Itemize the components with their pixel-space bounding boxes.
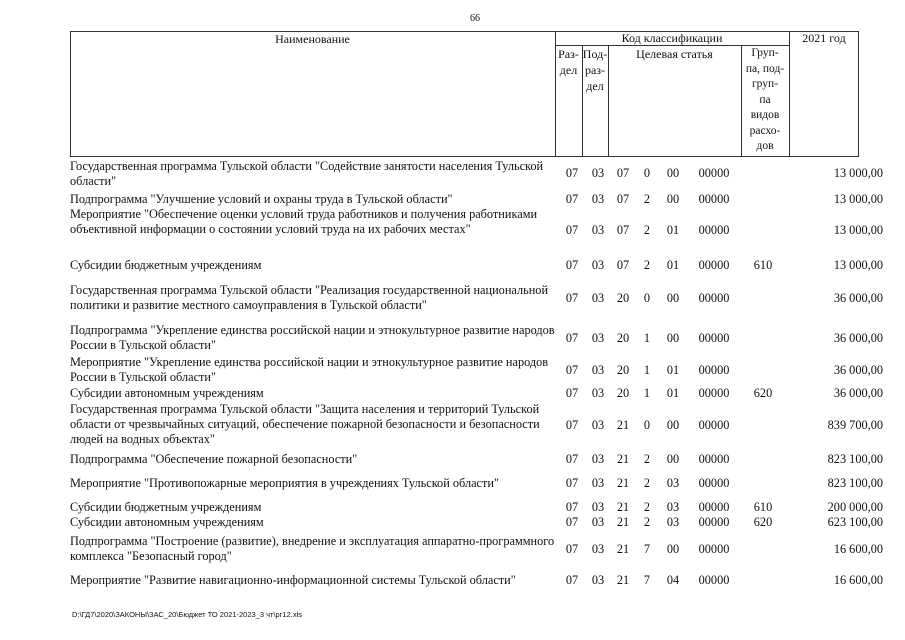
row-code-cs3: 01 — [666, 258, 680, 272]
row-code-vr: 620 — [753, 386, 773, 400]
row-code-cs1: 07 — [616, 223, 630, 237]
row-code-cs2: 1 — [643, 363, 651, 377]
row-code-cs1: 21 — [616, 452, 630, 466]
row-name: Мероприятие "Противопожарные мероприятия в учреждениях Тульской области" — [70, 476, 499, 490]
row-name: Подпрограмма "Улучшение условий и охраны труда в Тульской области" — [70, 192, 453, 206]
row-code-rz: 07 — [565, 515, 579, 529]
page-number: 66 — [470, 13, 480, 24]
row-name: Государственная программа Тульской области "Содействие занятости населения Тульской области" — [70, 159, 544, 188]
row-code-rz: 07 — [565, 452, 579, 466]
row-code-cs1: 21 — [616, 573, 630, 587]
row-code-cs4: 00000 — [698, 573, 730, 587]
row-code-cs3: 00 — [666, 192, 680, 206]
row-amount: 200 000,00 — [827, 500, 883, 514]
row-code-cs4: 00000 — [698, 291, 730, 305]
row-code-cs4: 00000 — [698, 476, 730, 490]
row-amount: 36 000,00 — [833, 331, 883, 345]
row-code-rz: 07 — [565, 291, 579, 305]
row-code-cs2: 1 — [643, 386, 651, 400]
row-amount: 16 600,00 — [833, 542, 883, 556]
row-code-cs2: 2 — [643, 258, 651, 272]
row-name: Государственная программа Тульской области "Защита населения и территорий Тульской области от чрезвычайных ситуаций, обеспечение пожарной безопасности и безопасности людей на водных объектах" — [70, 402, 540, 446]
row-amount: 13 000,00 — [833, 166, 883, 180]
row-code-cs4: 00000 — [698, 363, 730, 377]
row-code-cs3: 01 — [666, 386, 680, 400]
row-name: Подпрограмма "Укрепление единства российской нации и этнокультурное развитие народов России в Тульской области" — [70, 323, 555, 352]
row-code-cs3: 00 — [666, 291, 680, 305]
row-code-rz: 07 — [565, 542, 579, 556]
row-code-rz: 07 — [565, 331, 579, 345]
row-code-cs4: 00000 — [698, 258, 730, 272]
row-code-cs2: 2 — [643, 192, 651, 206]
row-code-pr: 03 — [591, 573, 605, 587]
header-code: Код классификации — [621, 31, 723, 45]
row-amount: 823 100,00 — [827, 452, 883, 466]
row-code-cs2: 0 — [643, 166, 651, 180]
row-code-cs1: 21 — [616, 515, 630, 529]
row-code-cs3: 00 — [666, 418, 680, 432]
row-code-cs2: 0 — [643, 418, 651, 432]
row-code-rz: 07 — [565, 500, 579, 514]
row-code-rz: 07 — [565, 418, 579, 432]
row-name: Субсидии бюджетным учреждениям — [70, 500, 262, 514]
row-name: Субсидии бюджетным учреждениям — [70, 258, 262, 272]
row-code-cs3: 00 — [666, 542, 680, 556]
row-code-cs1: 20 — [616, 386, 630, 400]
row-name: Подпрограмма "Построение (развитие), внедрение и эксплуатация аппаратно-программного комплекса "Безопасный город" — [70, 534, 555, 563]
row-code-cs1: 20 — [616, 363, 630, 377]
header-podrazdel: Под- раз- дел — [582, 47, 608, 93]
row-code-cs2: 2 — [643, 515, 651, 529]
row-code-cs4: 00000 — [698, 515, 730, 529]
row-code-pr: 03 — [591, 418, 605, 432]
row-amount: 823 100,00 — [827, 476, 883, 490]
row-code-rz: 07 — [565, 166, 579, 180]
row-code-cs4: 00000 — [698, 386, 730, 400]
row-amount: 13 000,00 — [833, 192, 883, 206]
row-name: Мероприятие "Укрепление единства российской нации и этнокультурное развитие народов России в Тульской области" — [70, 355, 549, 384]
row-amount: 839 700,00 — [827, 418, 883, 432]
row-code-cs4: 00000 — [698, 418, 730, 432]
row-code-cs1: 07 — [616, 166, 630, 180]
row-name: Мероприятие "Развитие навигационно-информационной системы Тульской области" — [70, 573, 516, 587]
row-code-cs2: 7 — [643, 573, 651, 587]
header-name: Наименование — [275, 32, 350, 46]
row-code-pr: 03 — [591, 386, 605, 400]
row-code-pr: 03 — [591, 542, 605, 556]
row-code-cs2: 1 — [643, 331, 651, 345]
row-code-cs2: 2 — [643, 452, 651, 466]
row-code-rz: 07 — [565, 223, 579, 237]
row-amount: 16 600,00 — [833, 573, 883, 587]
row-code-cs3: 00 — [666, 166, 680, 180]
row-amount: 36 000,00 — [833, 386, 883, 400]
row-code-pr: 03 — [591, 166, 605, 180]
row-code-cs2: 0 — [643, 291, 651, 305]
row-code-cs2: 2 — [643, 500, 651, 514]
row-name: Субсидии автономным учреждениям — [70, 515, 264, 529]
row-code-cs1: 21 — [616, 476, 630, 490]
row-amount: 36 000,00 — [833, 291, 883, 305]
row-amount: 13 000,00 — [833, 258, 883, 272]
row-code-cs4: 00000 — [698, 542, 730, 556]
row-amount: 36 000,00 — [833, 363, 883, 377]
row-code-rz: 07 — [565, 363, 579, 377]
row-code-rz: 07 — [565, 386, 579, 400]
row-code-pr: 03 — [591, 500, 605, 514]
row-code-cs3: 00 — [666, 331, 680, 345]
row-amount: 623 100,00 — [827, 515, 883, 529]
row-code-rz: 07 — [565, 476, 579, 490]
row-code-cs3: 03 — [666, 476, 680, 490]
row-code-cs3: 03 — [666, 500, 680, 514]
row-code-rz: 07 — [565, 192, 579, 206]
row-code-cs1: 20 — [616, 331, 630, 345]
row-code-cs3: 04 — [666, 573, 680, 587]
header-razdel: Раз- дел — [558, 47, 579, 77]
row-code-cs1: 07 — [616, 192, 630, 206]
file-path: D:\ГД7\2020\ЗАКОНЫ\ЗАС_20\Бюджет ТО 2021-2023_3 чт\рг12.xls — [72, 610, 303, 619]
header-year: 2021 год — [802, 31, 846, 45]
row-code-cs1: 07 — [616, 258, 630, 272]
row-code-cs1: 20 — [616, 291, 630, 305]
row-code-cs3: 03 — [666, 515, 680, 529]
row-code-pr: 03 — [591, 331, 605, 345]
row-name: Мероприятие "Обеспечение оценки условий труда работников и получения работниками объективной информации о состоянии условий труда на их рабочих местах" — [70, 207, 538, 236]
row-code-rz: 07 — [565, 258, 579, 272]
row-code-cs2: 2 — [643, 223, 651, 237]
row-code-cs4: 00000 — [698, 331, 730, 345]
row-code-cs3: 01 — [666, 223, 680, 237]
row-code-cs4: 00000 — [698, 452, 730, 466]
row-code-vr: 610 — [753, 500, 773, 514]
row-code-cs3: 00 — [666, 452, 680, 466]
row-code-cs4: 00000 — [698, 166, 730, 180]
row-name: Субсидии автономным учреждениям — [70, 386, 264, 400]
row-code-pr: 03 — [591, 223, 605, 237]
header-divider — [789, 31, 790, 157]
row-amount: 13 000,00 — [833, 223, 883, 237]
row-code-pr: 03 — [591, 363, 605, 377]
row-code-rz: 07 — [565, 573, 579, 587]
row-code-pr: 03 — [591, 476, 605, 490]
row-code-pr: 03 — [591, 452, 605, 466]
row-code-cs3: 01 — [666, 363, 680, 377]
row-name: Подпрограмма "Обеспечение пожарной безопасности" — [70, 452, 358, 466]
row-code-cs2: 2 — [643, 476, 651, 490]
row-code-cs1: 21 — [616, 418, 630, 432]
row-code-cs4: 00000 — [698, 192, 730, 206]
row-code-vr: 610 — [753, 258, 773, 272]
row-code-pr: 03 — [591, 291, 605, 305]
row-code-cs2: 7 — [643, 542, 651, 556]
row-code-cs1: 21 — [616, 500, 630, 514]
row-code-pr: 03 — [591, 192, 605, 206]
row-code-pr: 03 — [591, 515, 605, 529]
header-target: Целевая статья — [636, 47, 713, 61]
header-group: Груп- па, под- груп- па видов расхо- дов — [745, 47, 785, 152]
row-name: Государственная программа Тульской области "Реализация государственной национальной политики и развитие местного самоуправления в Тульской области" — [70, 283, 549, 312]
row-code-cs4: 00000 — [698, 223, 730, 237]
row-code-vr: 620 — [753, 515, 773, 529]
row-code-cs4: 00000 — [698, 500, 730, 514]
row-code-cs1: 21 — [616, 542, 630, 556]
row-code-pr: 03 — [591, 258, 605, 272]
